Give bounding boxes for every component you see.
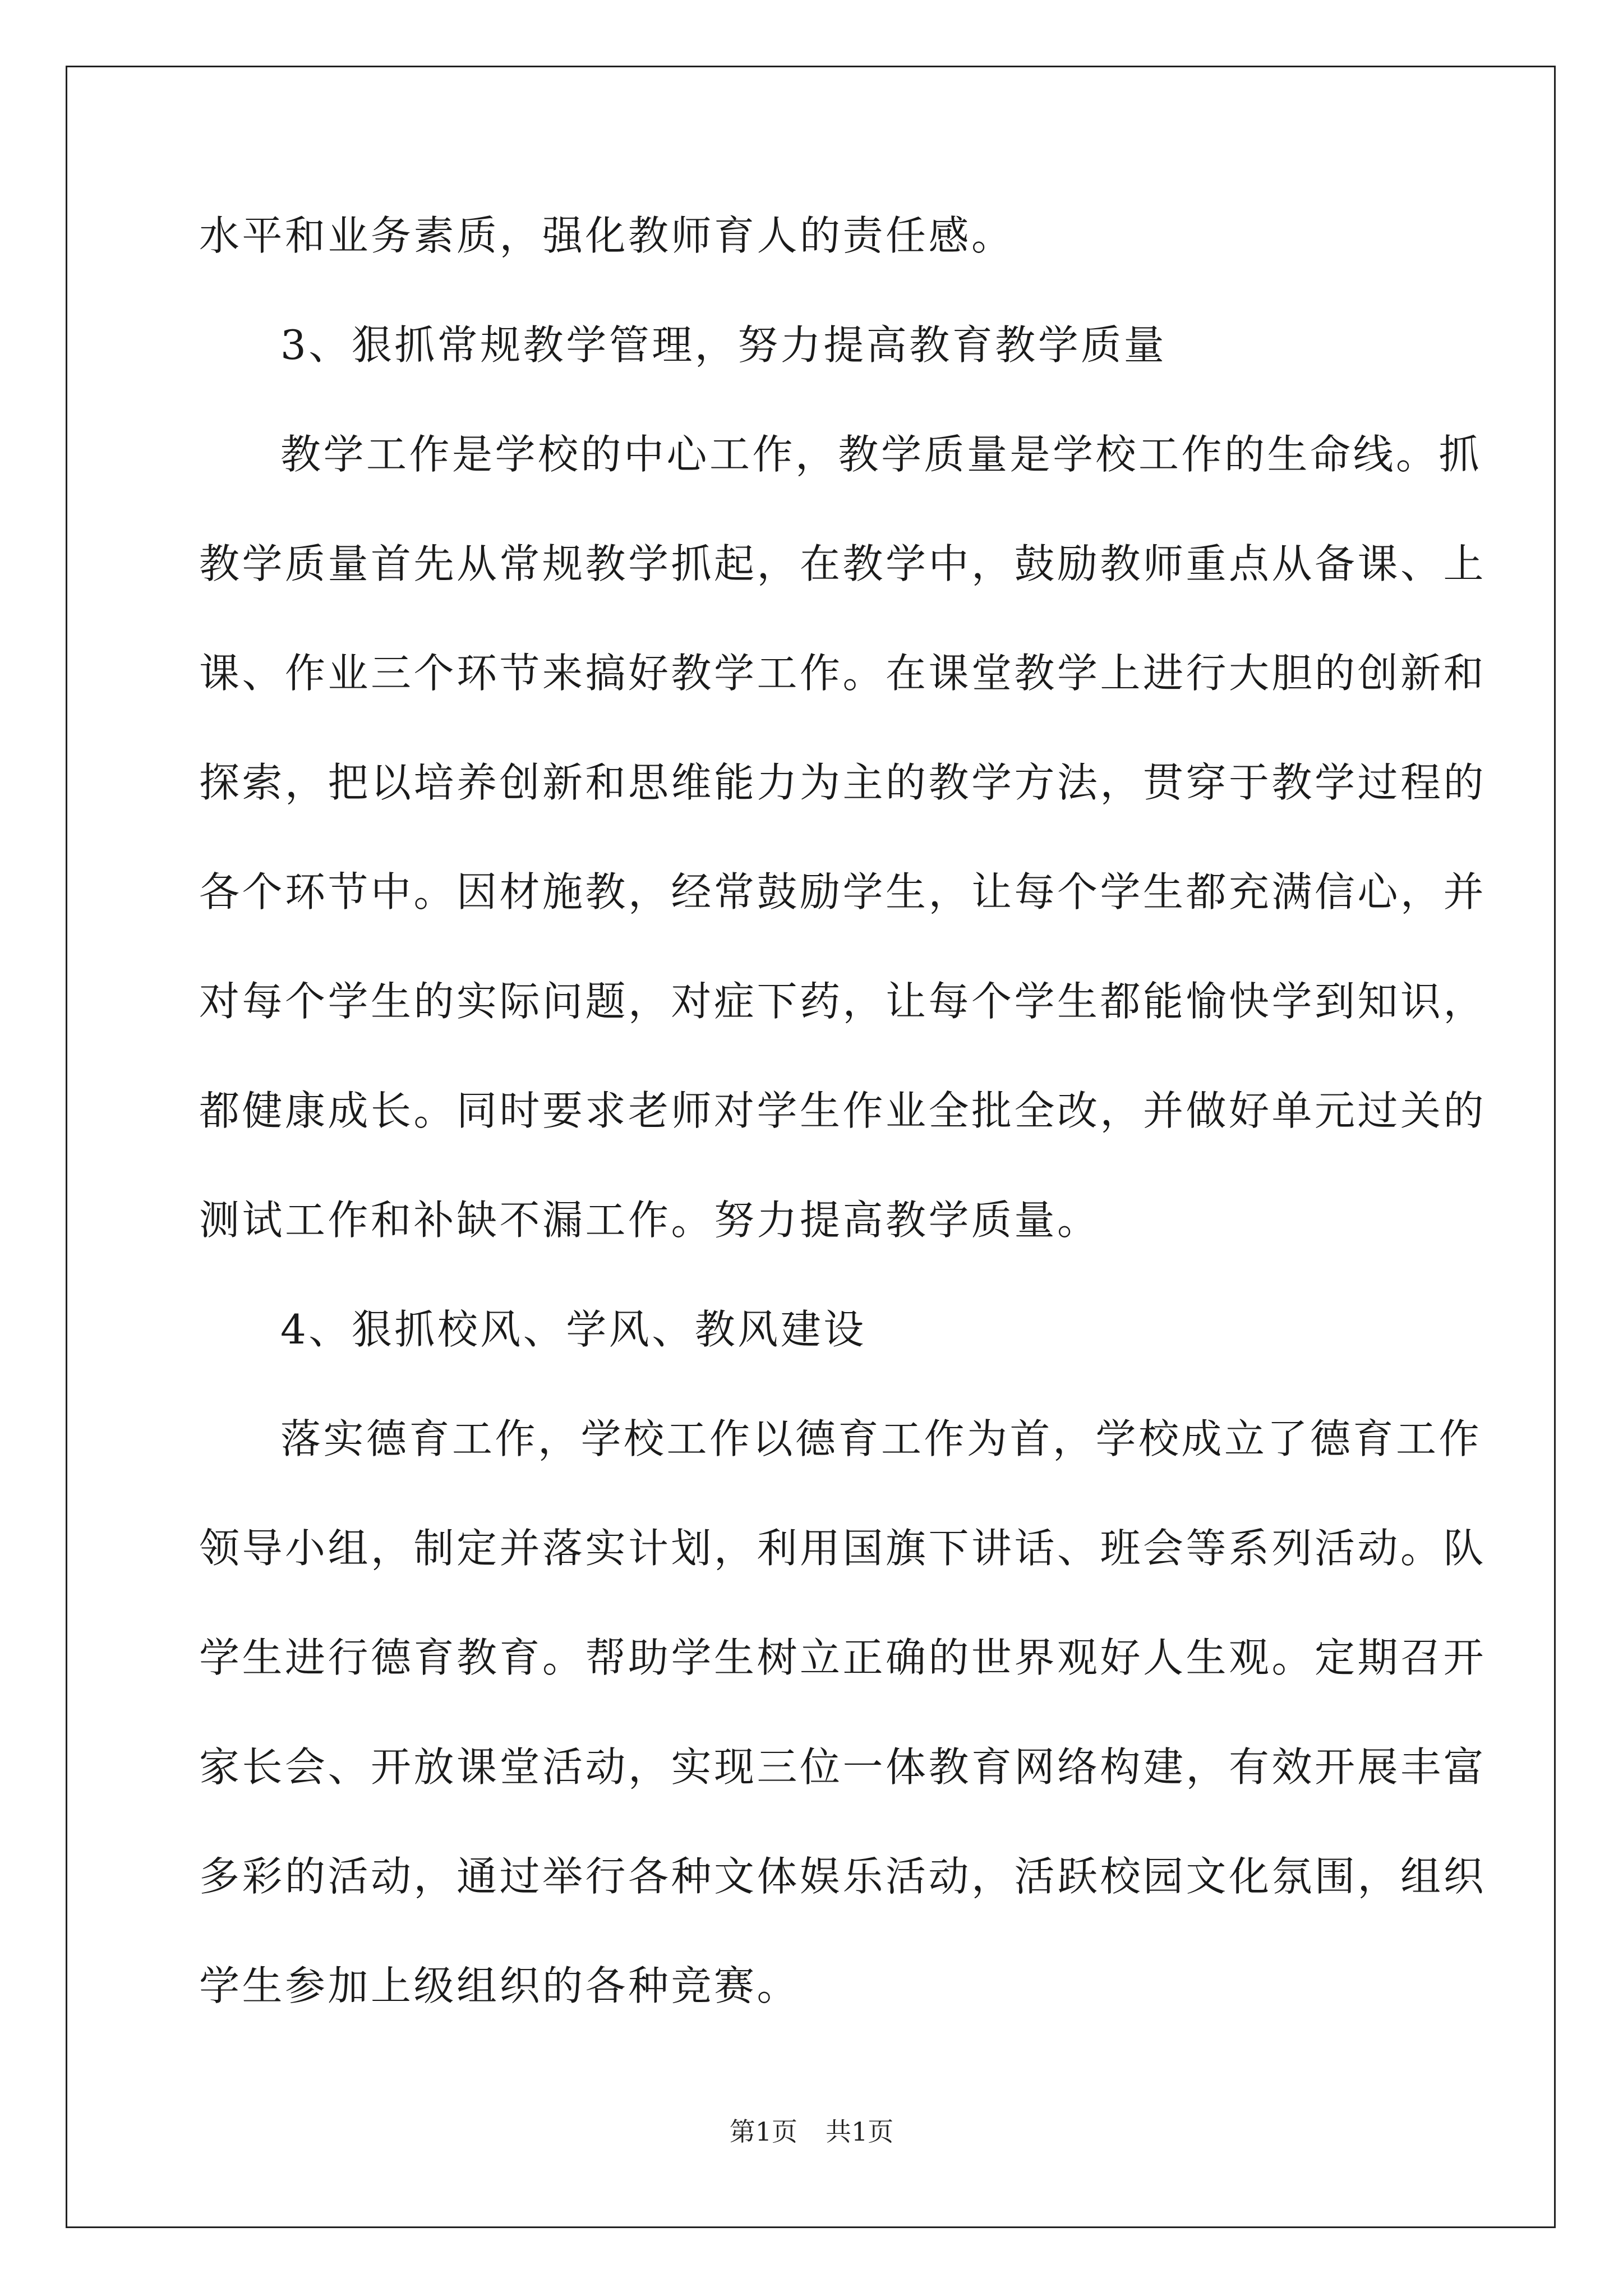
section-heading: 3、狠抓常规教学管理，努力提高教育教学质量 bbox=[280, 321, 1167, 369]
body-text-line: 多彩的活动，通过举行各种文体娱乐活动，活跃校园文化氛围，组织 bbox=[199, 1853, 1487, 1900]
page-total: 共1页 bbox=[826, 2116, 894, 2147]
section-heading: 4、狠抓校风、学风、教风建设 bbox=[280, 1306, 866, 1353]
body-text-line: 学生参加上级组织的各种竞赛。 bbox=[199, 1962, 800, 2009]
paragraph-first-line: 教学工作是学校的中心工作，教学质量是学校工作的生命线。抓 bbox=[280, 431, 1482, 478]
body-text-line: 对每个学生的实际问题，对症下药，让每个学生都能愉快学到知识， bbox=[199, 978, 1487, 1025]
body-text-line: 领导小组，制定并落实计划，利用国旗下讲话、班会等系列活动。队 bbox=[199, 1525, 1487, 1572]
page-footer bbox=[0, 2115, 1623, 2148]
body-text-line: 都健康成长。同时要求老师对学生作业全批全改，并做好单元过关的 bbox=[199, 1087, 1487, 1134]
body-text-line: 课、作业三个环节来搞好教学工作。在课堂教学上进行大胆的创新和 bbox=[199, 650, 1487, 697]
body-text-line: 测试工作和补缺不漏工作。努力提高教学质量。 bbox=[199, 1197, 1100, 1244]
body-text-line: 水平和业务素质，强化教师育人的责任感。 bbox=[199, 212, 1015, 259]
body-text-line: 学生进行德育教育。帮助学生树立正确的世界观好人生观。定期召开 bbox=[199, 1634, 1487, 1681]
page-number: 第1页 bbox=[729, 2116, 797, 2147]
body-text-line: 家长会、开放课堂活动，实现三位一体教育网络构建，有效开展丰富 bbox=[199, 1743, 1487, 1791]
paragraph-first-line: 落实德育工作，学校工作以德育工作为首，学校成立了德育工作 bbox=[280, 1415, 1482, 1462]
body-text-line: 探索，把以培养创新和思维能力为主的教学方法，贯穿于教学过程的 bbox=[199, 759, 1487, 806]
body-text-line: 各个环节中。因材施教，经常鼓励学生，让每个学生都充满信心，并 bbox=[199, 868, 1487, 915]
body-text-line: 教学质量首先从常规教学抓起，在教学中，鼓励教师重点从备课、上 bbox=[199, 540, 1487, 587]
